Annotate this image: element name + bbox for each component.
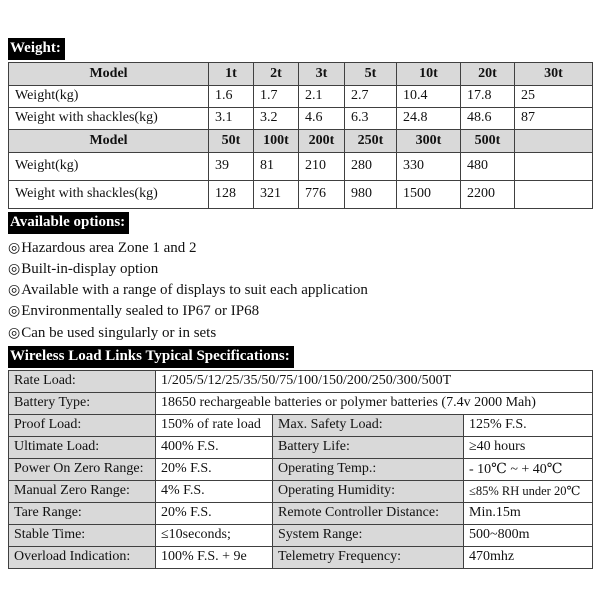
option-text: Environmentally sealed to IP67 or IP68 — [21, 303, 260, 320]
bullseye-bullet-icon: ◎ — [8, 261, 21, 277]
table-cell: Model — [9, 62, 209, 85]
table-cell: ≥40 hours — [464, 436, 593, 458]
table-cell: 20% F.S. — [156, 458, 273, 480]
table-cell: Ultimate Load: — [9, 436, 156, 458]
list-item — [8, 301, 592, 322]
table-cell: Model — [9, 129, 209, 152]
table-cell: 10.4 — [397, 85, 461, 107]
table-cell: 2t — [254, 62, 299, 85]
list-item — [8, 323, 592, 344]
table-cell: 20t — [461, 62, 515, 85]
table-row — [9, 524, 593, 546]
table-cell: 1/205/5/12/25/35/50/75/100/150/200/250/300/500T — [156, 370, 593, 392]
table-cell: 776 — [299, 180, 345, 208]
table-cell: Weight(kg) — [9, 152, 209, 180]
table-cell: 2200 — [461, 180, 515, 208]
table-cell: 200t — [299, 129, 345, 152]
table-cell: 100t — [254, 129, 299, 152]
table-row — [9, 480, 593, 502]
table-cell: 3.1 — [209, 107, 254, 129]
bullseye-bullet-icon: ◎ — [8, 325, 21, 341]
table-cell: 50t — [209, 129, 254, 152]
table-cell: ≤10seconds; — [156, 524, 273, 546]
table-cell: 81 — [254, 152, 299, 180]
table-cell: Operating Humidity: — [273, 480, 464, 502]
table-cell: 20% F.S. — [156, 502, 273, 524]
table-cell: 500t — [461, 129, 515, 152]
table-cell: 1.7 — [254, 85, 299, 107]
table-row — [9, 85, 593, 107]
bullseye-bullet-icon: ◎ — [8, 304, 21, 320]
table-row — [9, 436, 593, 458]
table-cell: System Range: — [273, 524, 464, 546]
list-item — [8, 280, 592, 301]
table-cell: Manual Zero Range: — [9, 480, 156, 502]
table-cell: Battery Type: — [9, 392, 156, 414]
table-cell: 400% F.S. — [156, 436, 273, 458]
table-row — [9, 392, 593, 414]
table-row — [9, 414, 593, 436]
table-cell: 470mhz — [464, 546, 593, 568]
table-row — [9, 62, 593, 85]
table-cell: 300t — [397, 129, 461, 152]
options-heading: Available options: — [8, 212, 129, 234]
table-cell: 480 — [461, 152, 515, 180]
table-cell: Proof Load: — [9, 414, 156, 436]
table-cell: 3.2 — [254, 107, 299, 129]
table-cell: 280 — [345, 152, 397, 180]
weight-table — [8, 62, 593, 209]
table-cell — [515, 129, 593, 152]
table-cell: 24.8 — [397, 107, 461, 129]
option-text: Can be used singularly or in sets — [21, 324, 217, 341]
table-cell: - 10℃ ~ + 40℃ — [464, 458, 593, 480]
table-cell: 1.6 — [209, 85, 254, 107]
table-cell: Telemetry Frequency: — [273, 546, 464, 568]
table-row — [9, 152, 593, 180]
table-row — [9, 546, 593, 568]
table-cell: 128 — [209, 180, 254, 208]
table-row — [9, 502, 593, 524]
table-cell: Rate Load: — [9, 370, 156, 392]
table-cell: 980 — [345, 180, 397, 208]
table-row — [9, 107, 593, 129]
table-cell: 10t — [397, 62, 461, 85]
table-cell: 5t — [345, 62, 397, 85]
table-cell: Min.15m — [464, 502, 593, 524]
option-text: Available with a range of displays to suit each application — [21, 282, 368, 299]
option-text: Hazardous area Zone 1 and 2 — [21, 239, 197, 256]
table-cell: 4% F.S. — [156, 480, 273, 502]
bullseye-bullet-icon: ◎ — [8, 240, 21, 256]
weight-heading: Weight: — [8, 38, 65, 60]
table-cell: ≤85% RH under 20℃ — [464, 480, 593, 502]
table-cell: 6.3 — [345, 107, 397, 129]
table-cell: 30t — [515, 62, 593, 85]
table-cell: 48.6 — [461, 107, 515, 129]
option-text: Built-in-display option — [21, 260, 159, 277]
table-cell: 100% F.S. + 9e — [156, 546, 273, 568]
table-cell: 330 — [397, 152, 461, 180]
table-row — [9, 129, 593, 152]
table-row — [9, 180, 593, 208]
table-cell: 4.6 — [299, 107, 345, 129]
table-cell: 87 — [515, 107, 593, 129]
table-cell: 17.8 — [461, 85, 515, 107]
table-cell — [515, 180, 593, 208]
table-cell: 500~800m — [464, 524, 593, 546]
table-cell: Remote Controller Distance: — [273, 502, 464, 524]
table-cell: Weight with shackles(kg) — [9, 180, 209, 208]
table-cell: Stable Time: — [9, 524, 156, 546]
table-cell: 39 — [209, 152, 254, 180]
table-cell: 2.7 — [345, 85, 397, 107]
table-cell: 3t — [299, 62, 345, 85]
table-cell: Max. Safety Load: — [273, 414, 464, 436]
specs-table — [8, 370, 593, 569]
table-cell: 2.1 — [299, 85, 345, 107]
list-item — [8, 259, 592, 280]
table-cell: 250t — [345, 129, 397, 152]
table-cell — [515, 152, 593, 180]
table-cell: Weight(kg) — [9, 85, 209, 107]
table-cell: 1500 — [397, 180, 461, 208]
table-row — [9, 458, 593, 480]
table-cell: 18650 rechargeable batteries or polymer batteries (7.4v 2000 Mah) — [156, 392, 593, 414]
table-cell: Power On Zero Range: — [9, 458, 156, 480]
table-cell: Overload Indication: — [9, 546, 156, 568]
table-cell: 1t — [209, 62, 254, 85]
table-cell: Battery Life: — [273, 436, 464, 458]
table-cell: 321 — [254, 180, 299, 208]
specs-heading: Wireless Load Links Typical Specifications: — [8, 346, 294, 368]
options-list — [8, 238, 592, 344]
bullseye-bullet-icon: ◎ — [8, 283, 21, 299]
table-row — [9, 370, 593, 392]
list-item — [8, 238, 592, 259]
table-cell: Operating Temp.: — [273, 458, 464, 480]
table-cell: Tare Range: — [9, 502, 156, 524]
table-cell: 210 — [299, 152, 345, 180]
table-cell: 150% of rate load — [156, 414, 273, 436]
table-cell: 125% F.S. — [464, 414, 593, 436]
table-cell: Weight with shackles(kg) — [9, 107, 209, 129]
table-cell: 25 — [515, 85, 593, 107]
